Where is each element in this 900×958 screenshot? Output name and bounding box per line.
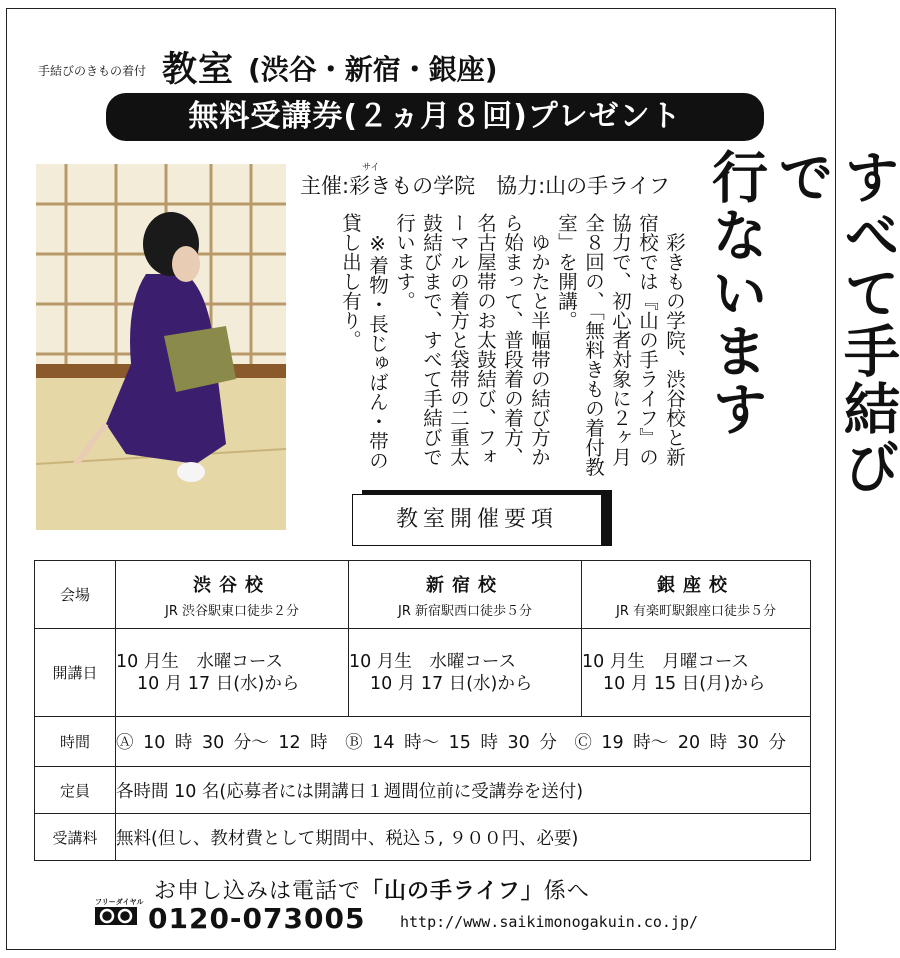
page-title: 教室 [162,50,235,90]
start-date-cell [582,629,811,717]
course-info-table [34,560,811,861]
course-line: 10 月生 水曜コース [116,651,283,672]
headline-line: すべて手結びで [769,148,900,496]
school-name: 渋谷校 [193,574,271,596]
start-date: 10 月 17 日(水)から [137,673,300,694]
table-row [35,561,811,629]
section-title: 教室開催要項 [352,494,602,546]
body-paragraph: ※着物・長じゅばん・帯の貸し出し有り。 [339,213,389,470]
fee-value: 無料(但し、教材費として期間中、税込５, ９００円、必要) [116,814,811,861]
kimono-photo [36,164,286,530]
kimono-woman-illustration [36,164,286,530]
body-paragraph: 彩きもの学院、渋谷校と新宿校では『山の手ライフ』の協力で、初心者対象に２ヶ月全８回の、「無料きもの着付教室」を開講。 [555,213,686,477]
school-name: 銀座校 [657,574,735,596]
table-row [35,629,811,717]
table-row [35,717,811,767]
freedial-icon [95,907,137,929]
school-access: JR 有楽町駅銀座口徒歩５分 [616,603,776,619]
time-label: 時間 [35,717,116,767]
start-label: 開講日 [35,629,116,717]
start-date: 10 月 17 日(水)から [370,673,533,694]
table-row [35,814,811,861]
time-slots: Ⓐ 10 時 30 分～ 12 時 Ⓑ 14 時～ 15 時 30 分 Ⓒ 19 時～ 20 時 30 分 [116,717,811,767]
school-name: 新宿校 [426,574,504,596]
body-paragraph: ゆかたと半幅帯の結び方から始まって、普段着の着方、名古屋帯のお太鼓結び、フォーマルの着方と袋帯の二重太鼓結びまで、すべて手結びで行います。 [393,213,551,467]
school-access: JR 新宿駅西口徒歩５分 [398,603,532,619]
cta-name: 「山の手ライフ」 [361,879,544,904]
title-locations: (渋谷・新宿・銀座) [248,53,498,86]
freedial-label: フリーダイヤル [95,898,144,906]
capacity-value: 各時間 10 名(応募者には開講日１週間位前に受講券を送付) [116,767,811,814]
capacity-label: 定員 [35,767,116,814]
sponsor-ruby: サイ [362,163,380,173]
website-link[interactable]: http://www.saikimonogakuin.co.jp/ [400,913,699,931]
headline-line: 行ないます [703,148,768,438]
start-date-cell [349,629,582,717]
course-line: 10 月生 月曜コース [582,651,749,672]
phone-number[interactable]: 0120-073005 [148,902,366,935]
venue-label: 会場 [35,561,116,629]
title-prefix: 手結びのきもの着付 [38,64,147,78]
fee-label: 受講料 [35,814,116,861]
free-ticket-banner: 無料受講券(２ヵ月８回)プレゼント [106,93,764,141]
school-cell [349,561,582,629]
school-cell [582,561,811,629]
body-text [306,213,688,483]
apply-instructions [154,874,590,905]
table-row [35,767,811,814]
course-line: 10 月生 水曜コース [349,651,516,672]
school-access: JR 渋谷駅東口徒歩２分 [165,603,299,619]
school-cell [116,561,349,629]
start-date: 10 月 15 日(月)から [603,673,766,694]
cta-prefix: お申し込みは電話で [154,879,362,904]
headline [702,148,900,548]
cta-suffix: 係へ [543,879,590,904]
start-date-cell [116,629,349,717]
sponsor-line: 主催:彩きもの学院 協力:山の手ライフ [300,174,670,198]
